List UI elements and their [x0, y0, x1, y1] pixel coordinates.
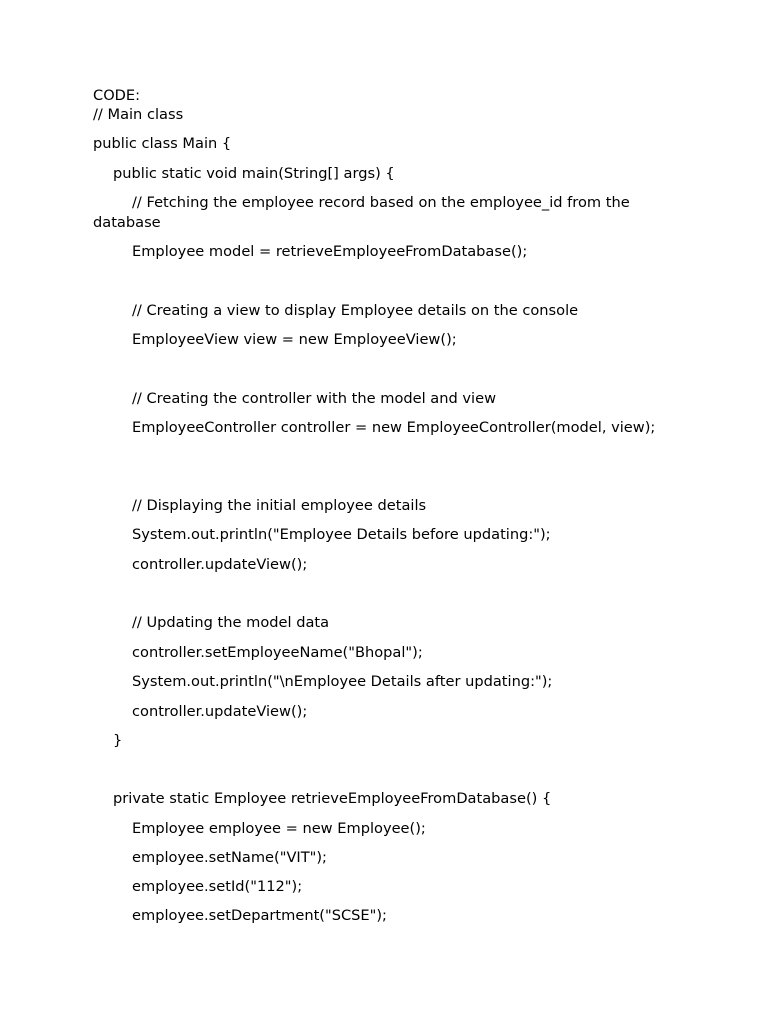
code-line: EmployeeController controller = new EmployeeController(model, view); [132, 419, 656, 436]
code-line: controller.setEmployeeName("Bhopal"); [132, 644, 423, 661]
code-line: employee.setDepartment("SCSE"); [132, 907, 387, 924]
code-heading: CODE: [93, 87, 141, 104]
code-line: EmployeeView view = new EmployeeView(); [132, 331, 457, 348]
code-line: private static Employee retrieveEmployeeFromDatabase() { [113, 790, 552, 807]
code-line: employee.setName("VIT"); [132, 849, 327, 866]
code-line: Employee model = retrieveEmployeeFromDatabase(); [132, 243, 528, 260]
code-line: System.out.println("\nEmployee Details after updating:"); [132, 673, 553, 690]
code-line: controller.updateView(); [132, 703, 308, 720]
code-line: public static void main(String[] args) { [113, 165, 395, 182]
code-line: // Creating a view to display Employee details on the console [132, 302, 579, 319]
code-line: // Updating the model data [132, 614, 330, 631]
code-line: // Creating the controller with the model and view [132, 390, 497, 407]
code-line: } [113, 732, 123, 749]
code-line: // Main class [93, 106, 184, 123]
code-line: controller.updateView(); [132, 556, 308, 573]
code-line: // Fetching the employee record based on the employee_id from the database [93, 194, 635, 231]
code-line: public class Main { [93, 135, 232, 152]
code-line: // Displaying the initial employee details [132, 497, 427, 514]
code-line: System.out.println("Employee Details before updating:"); [132, 526, 551, 543]
code-line: employee.setId("112"); [132, 878, 303, 895]
code-line: Employee employee = new Employee(); [132, 820, 426, 837]
